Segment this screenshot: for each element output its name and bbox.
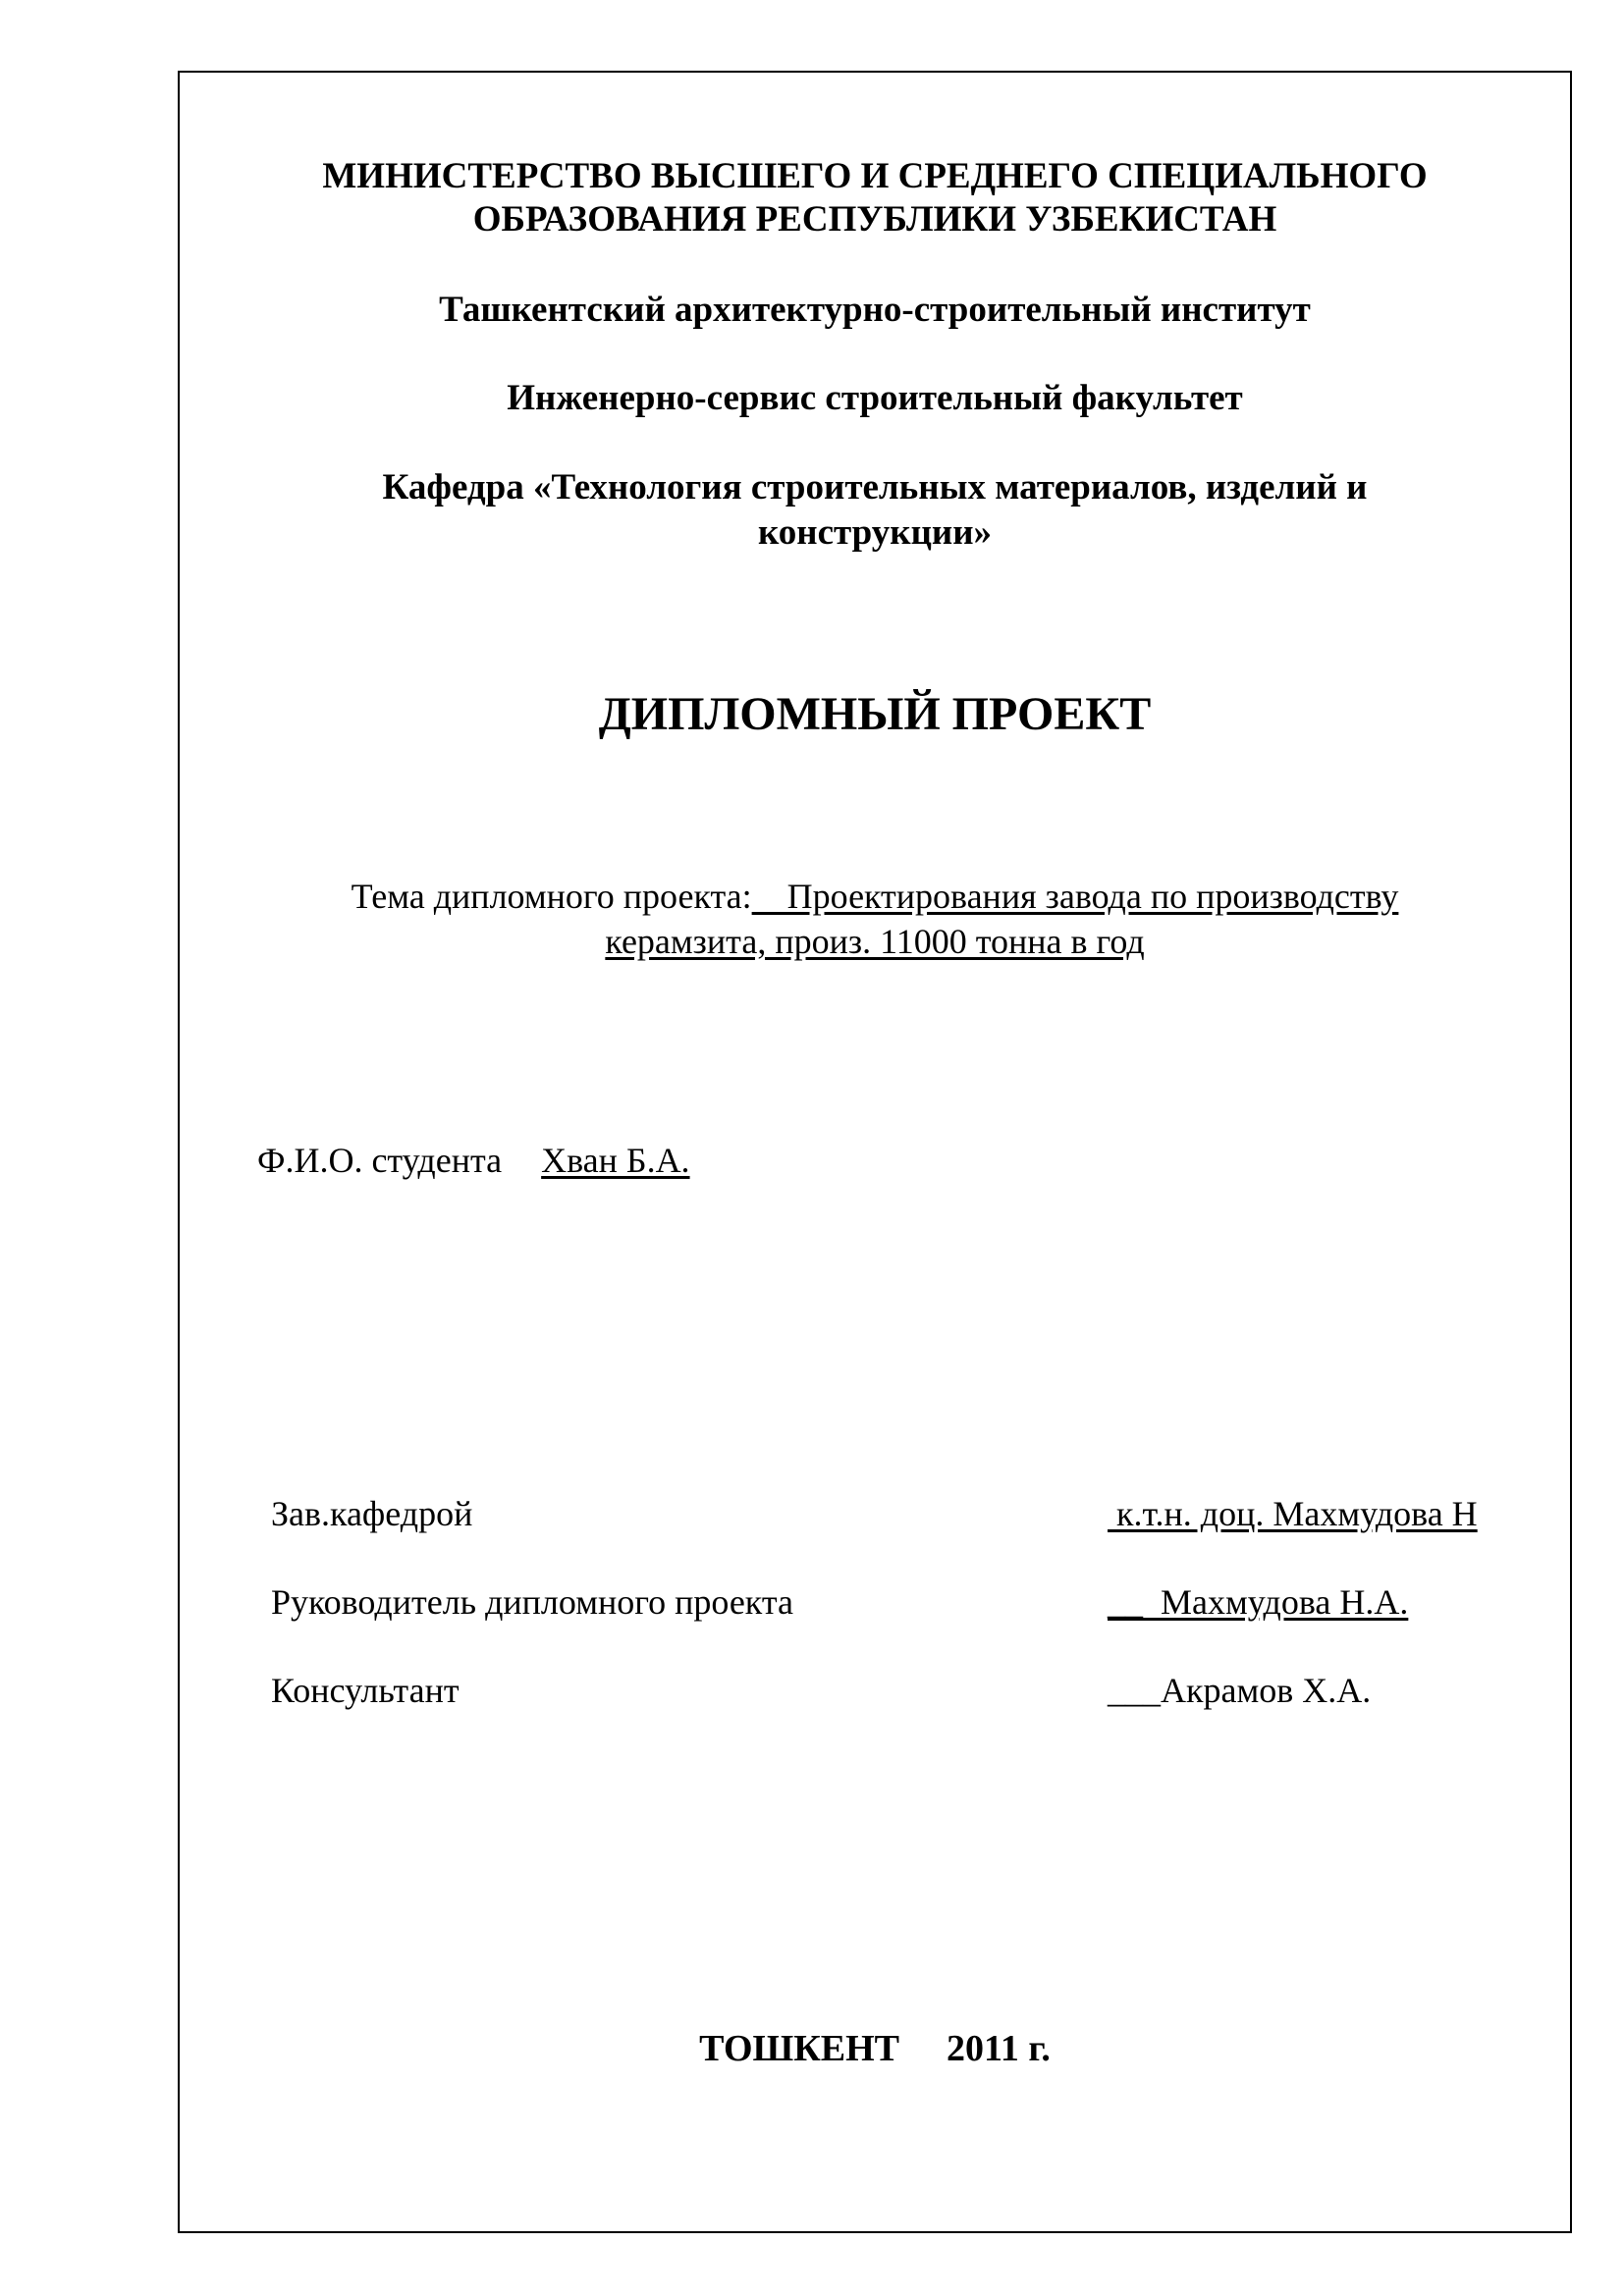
- student-row: [257, 1139, 690, 1182]
- project-topic: [178, 874, 1572, 964]
- city: ТОШКЕНТ: [699, 2028, 900, 2069]
- institute-name: Ташкентский архитектурно-строительный институт: [439, 290, 1311, 330]
- topic-label: Тема дипломного проекта:: [351, 877, 752, 916]
- signature-role: Консультант: [271, 1671, 460, 1710]
- signature-name: ___Акрамов Х.А.: [1108, 1671, 1372, 1710]
- department-line-1: Кафедра «Технология строительных материалов, изделий и: [382, 467, 1368, 507]
- topic-value-line-2: керамзита, произ. 11000 тонна в год: [605, 922, 1145, 961]
- ministry-line-1: МИНИСТЕРСТВО ВЫСШЕГО И СРЕДНЕГО СПЕЦИАЛЬНОГО: [322, 156, 1428, 196]
- topic-line-2: [178, 919, 1572, 964]
- document-title: ДИПЛОМНЫЙ ПРОЕКТ: [598, 688, 1152, 740]
- topic-value-line-1: Проектирования завода по производству: [751, 877, 1399, 916]
- department-line-2: конструкции»: [757, 512, 993, 553]
- year: 2011 г.: [947, 2028, 1051, 2069]
- signature-role: Руководитель дипломного проекта: [271, 1582, 793, 1622]
- topic-line-1: [178, 874, 1572, 919]
- ministry-heading: [178, 155, 1572, 241]
- city-year: [178, 2026, 1572, 2071]
- faculty-name: Инженерно-сервис строительный факультет: [507, 378, 1243, 418]
- student-name: Хван Б.А.: [541, 1141, 690, 1180]
- student-label: Ф.И.О. студента: [257, 1141, 503, 1180]
- signature-name: к.т.н. доц. Махмудова Н: [1108, 1494, 1478, 1533]
- department-name: [178, 465, 1572, 556]
- signature-name: __ Махмудова Н.А.: [1108, 1582, 1409, 1622]
- ministry-line-2: ОБРАЗОВАНИЯ РЕСПУБЛИКИ УЗБЕКИСТАН: [472, 199, 1277, 240]
- signature-role: Зав.кафедрой: [271, 1494, 473, 1533]
